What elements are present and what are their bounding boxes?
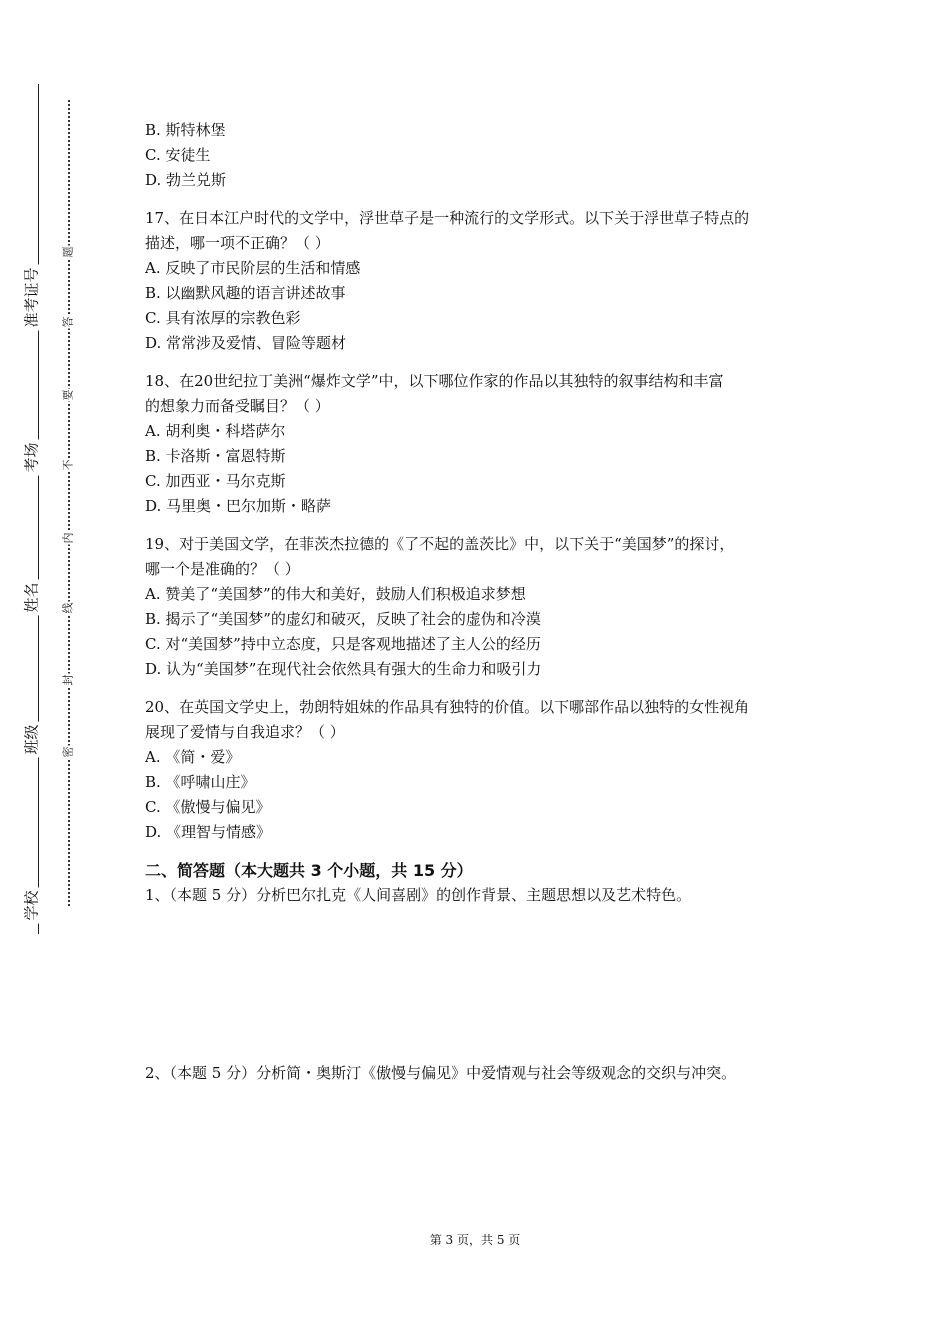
option: D. 马里奥・巴尔加斯・略萨 — [145, 497, 332, 515]
question-stem: 19、对于美国文学，在菲茨杰拉德的《了不起的盖茨比》中，以下关于“美国梦”的探讨， — [145, 535, 735, 553]
option: A. 反映了市民阶层的生活和情感 — [145, 259, 361, 277]
option: D. 《理智与情感》 — [145, 823, 272, 841]
binding-margin — [0, 0, 100, 1344]
short-answer-item: 2、（本题 5 分）分析简・奥斯汀《傲慢与偏见》中爱情观与社会等级观念的交织与冲突。 — [145, 1064, 737, 1082]
exam-number-label: 准考证号 — [25, 264, 40, 330]
option: D. 认为“美国梦”在现代社会依然具有强大的生命力和吸引力 — [145, 660, 542, 678]
question-19 — [145, 532, 815, 682]
short-answer-item: 1、（本题 5 分）分析巴尔扎克《人间喜剧》的创作背景、主题思想以及艺术特色。 — [145, 886, 692, 904]
seal-char: 封 — [61, 674, 75, 686]
seal-char: 题 — [61, 246, 75, 258]
seal-char: 不 — [61, 459, 75, 471]
option: B. 斯特林堡 — [145, 121, 226, 139]
question-stem: 展现了爱情与自我追求？（ ） — [145, 723, 345, 741]
seal-char: 答 — [61, 316, 75, 328]
option: A. 赞美了“美国梦”的伟大和美好，鼓励人们积极追求梦想 — [145, 585, 526, 603]
option: B. 卡洛斯・富恩特斯 — [145, 447, 286, 465]
question-16-options-tail — [145, 118, 815, 193]
school-label: 学校 — [25, 887, 40, 923]
name-label: 姓名 — [25, 579, 40, 615]
option: C. 对“美国梦”持中立态度，只是客观地描述了主人公的经历 — [145, 635, 541, 653]
question-17 — [145, 206, 815, 356]
question-stem: 18、在20世纪拉丁美洲“爆炸文学”中，以下哪位作家的作品以其独特的叙事结构和丰富 — [145, 372, 724, 390]
question-stem: 描述，哪一项不正确？（ ） — [145, 234, 330, 252]
question-20 — [145, 695, 815, 845]
option: C. 加西亚・马尔克斯 — [145, 472, 286, 490]
option: B. 《呼啸山庄》 — [145, 773, 256, 791]
option: D. 常常涉及爱情、冒险等题材 — [145, 334, 347, 352]
option: C. 《傲慢与偏见》 — [145, 798, 271, 816]
option: B. 揭示了“美国梦”的虚幻和破灭，反映了社会的虚伪和冷漠 — [145, 610, 541, 628]
exam-room-label: 考场 — [25, 439, 40, 475]
question-18 — [145, 369, 815, 519]
seal-char: 内 — [61, 532, 75, 544]
exam-content — [145, 118, 815, 1086]
seal-char: 线 — [61, 602, 75, 614]
question-stem: 17、在日本江户时代的文学中，浮世草子是一种流行的文学形式。以下关于浮世草子特点的 — [145, 209, 750, 227]
option: D. 勃兰兑斯 — [145, 171, 227, 189]
option: C. 具有浓厚的宗教色彩 — [145, 309, 301, 327]
seal-char: 要 — [61, 389, 75, 401]
option: A. 《简・爱》 — [145, 748, 241, 766]
question-stem: 哪一个是准确的？（ ） — [145, 560, 300, 578]
page-footer: 第 3 页，共 5 页 — [429, 1233, 521, 1247]
class-label: 班级 — [25, 721, 40, 757]
question-stem: 的想象力而备受瞩目？（ ） — [145, 397, 330, 415]
binding-solid-line — [38, 84, 39, 934]
option: C. 安徒生 — [145, 146, 211, 164]
option: B. 以幽默风趣的语言讲述故事 — [145, 284, 346, 302]
option: A. 胡利奥・科塔萨尔 — [145, 422, 286, 440]
binding-dotted-line — [68, 100, 70, 906]
seal-char: 密 — [61, 746, 75, 758]
question-stem: 20、在英国文学史上，勃朗特姐妹的作品具有独特的价值。以下哪部作品以独特的女性视角 — [145, 698, 750, 716]
section-title: 二、简答题（本大题共 3 个小题，共 15 分） — [145, 861, 473, 880]
